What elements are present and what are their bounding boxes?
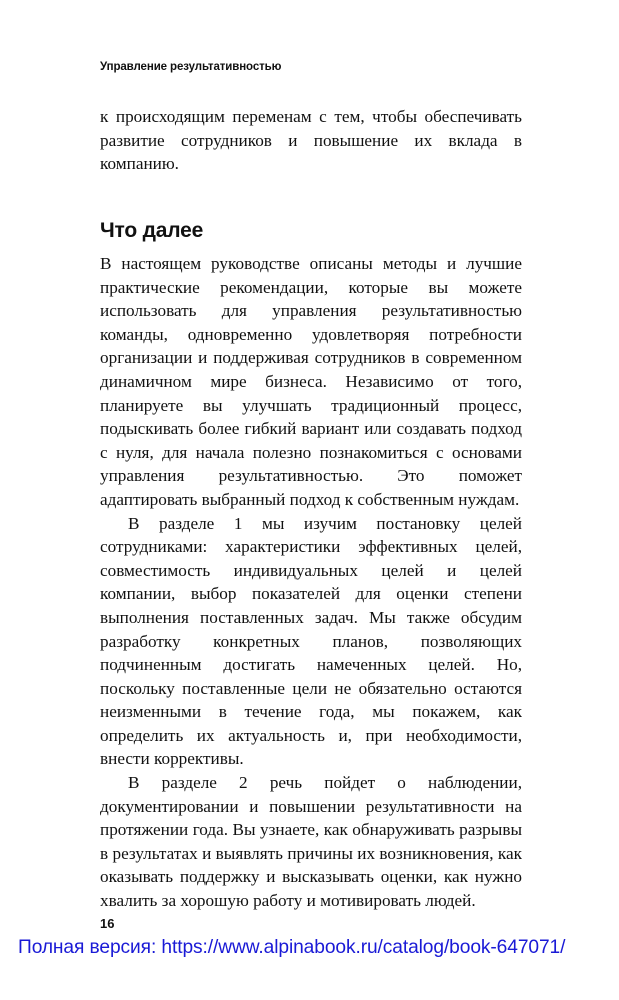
section-heading: Что далее (100, 219, 204, 242)
section-body (100, 252, 522, 913)
page-number: 16 (100, 916, 115, 931)
section-paragraph-1: В настоящем руководстве описаны методы и лучшие практические рекомендации, которые вы можете использовать для управления результативностью команды, одновременно удовлетворяя потребности организации и поддерживая сотрудников в современном динамичном мире бизнеса. Независимо от того, планируете вы улучшать традиционный процесс, подыскивать более гибкий вариант или создавать подход с нуля, для начала полезно познакомиться с основами управления результативностью. Это поможет адаптировать выбранный подход к собственным нуждам. (100, 254, 522, 509)
section-paragraph-2: В разделе 1 мы изучим постановку целей сотрудниками: характеристики эффективных целей, совместимость индивидуальных целей и целей компании, выбор показателей для оценки степени выполнения поставленных задач. Мы также обсудим разработку конкретных планов, позволяющих подчиненным достигать намеченных целей. Но, поскольку поставленные цели не обязательно остаются неизменными в течение года, мы покажем, как определить их актуальность и, при необходимости, внести коррективы. (100, 513, 522, 769)
intro-text-block (100, 105, 522, 176)
section-paragraph-3: В разделе 2 речь пойдет о наблюдении, документировании и повышении результативности на протяжении года. Вы узнаете, как обнаруживать разрывы в результатах и выявлять причины их возникновения, как оказывать поддержку и высказывать оценки, как нужно хвалить за хорошую работу и мотивировать людей. (100, 773, 522, 911)
running-title: Управление результативностью (100, 61, 282, 73)
intro-paragraph: к происходящим переменам с тем, чтобы обеспечивать развитие сотрудников и повышение их вклада в компанию. (100, 107, 522, 174)
full-version-link[interactable]: Полная версия: https://www.alpinabook.ru/catalog/book-647071/ (18, 937, 566, 958)
